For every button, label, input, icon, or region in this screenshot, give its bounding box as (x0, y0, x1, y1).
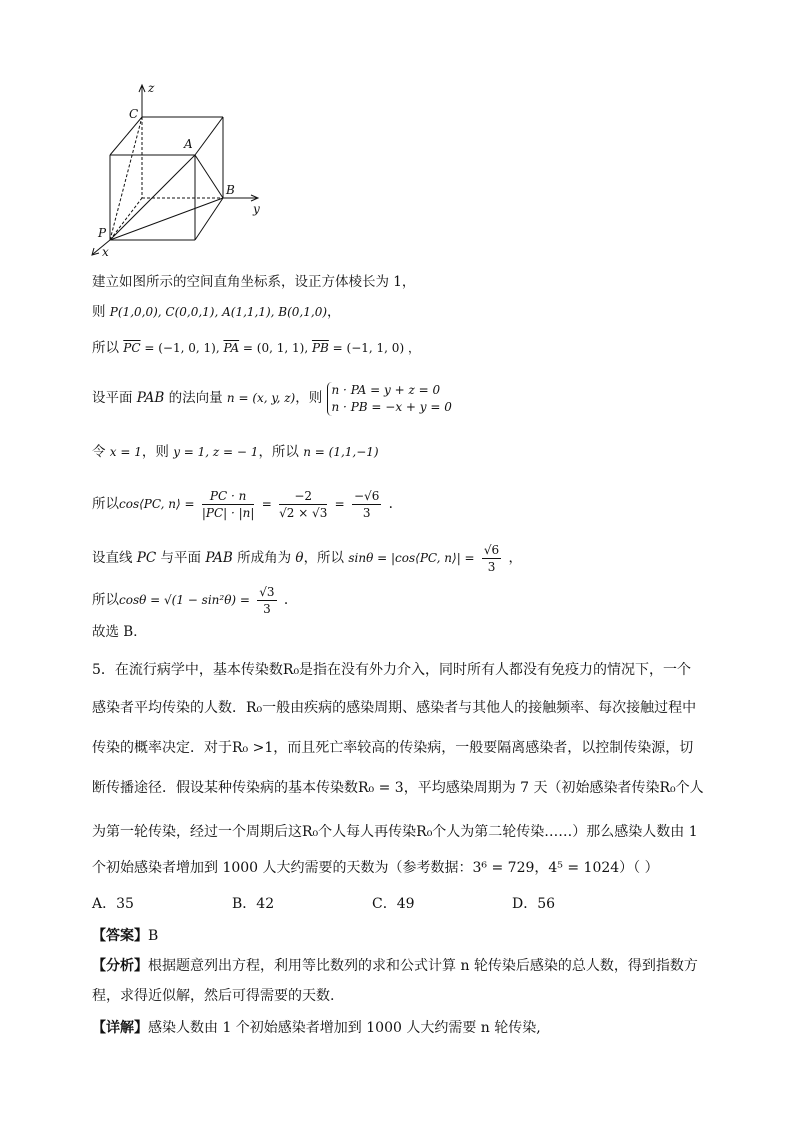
analysis-text: 程，求得近似解，然后可得需要的天数. (92, 988, 335, 1004)
text: 建立如图所示的空间直角坐标系，设正方体棱长为 1， (92, 274, 416, 290)
label-C: C (129, 107, 139, 121)
vector-PB: $\overline{PB}$ (311, 341, 329, 355)
detail-text: 感染人数由 1 个初始感染者增加到 1000 人大约需要 n 轮传染, (148, 1020, 541, 1036)
text: 所以 (92, 340, 119, 356)
text: 设直线 (92, 550, 137, 566)
equation-1: n · PA = y + z = 0 (331, 382, 441, 397)
fraction (352, 488, 381, 521)
math: sinθ = |cos⟨PC, n⟩| = (348, 551, 475, 565)
solution-line-2 (92, 302, 341, 322)
option-b: B．42 (232, 896, 275, 912)
cube-figure (85, 80, 275, 260)
cube-edge (195, 117, 223, 155)
math: cosθ = √(1 − sin²θ) = (119, 593, 250, 607)
label-B: B (226, 183, 235, 197)
numerator: −2 (279, 488, 327, 505)
fraction (257, 584, 276, 617)
text: ，则 (141, 444, 174, 460)
math: y = 1, z = − 1 (173, 445, 259, 459)
answer-options (92, 894, 712, 914)
text: 与平面 (156, 550, 206, 566)
analysis-line-2 (92, 986, 712, 1006)
text: ，则 (295, 390, 323, 406)
label-y: y (253, 202, 260, 216)
vector-PA: $\overline{PA}$ (223, 341, 240, 355)
label-x: x (102, 245, 109, 259)
solution-line-7 (92, 538, 522, 578)
numerator: −√6 (354, 489, 380, 503)
text: 所以 (92, 496, 119, 512)
math: cos⟨PC, n⟩ = (119, 497, 195, 511)
text: = (0, 1, 1), (239, 341, 312, 355)
solution-conclusion (92, 622, 147, 642)
solution-line-6 (92, 484, 393, 524)
denominator: √2 × √3 (279, 506, 328, 520)
numerator: PC · n (202, 488, 255, 505)
label-A: A (184, 137, 193, 151)
equals: = (261, 497, 272, 511)
numerator: √6 (483, 543, 500, 557)
answer-tag: 【答案】 (92, 928, 148, 944)
text: . (388, 496, 393, 512)
denominator: 3 (263, 602, 271, 616)
problem-line-2 (92, 698, 712, 718)
cube-edge (195, 198, 223, 240)
detail-line-1 (92, 1018, 712, 1038)
problem-line-3 (92, 738, 712, 758)
equation-system (327, 382, 452, 416)
option-d: D．56 (512, 896, 556, 912)
denominator: 3 (487, 560, 496, 574)
text: ，所以 (303, 550, 349, 566)
analysis-tag: 【分析】 (92, 958, 148, 974)
problem-line-6 (92, 858, 712, 878)
text: ， (508, 550, 522, 566)
text: 个初始感染者增加到 1000 人大约需要的天数为（参考数据：3⁶ = 729，4⁵ = 1024）（ ） (92, 860, 659, 876)
text: 令 (92, 444, 110, 460)
text: 所成角为 (232, 550, 296, 566)
text: 断传播途径．假设某种传染病的基本传染数R₀ = 3，平均感染周期为 7 天（初始感染者传染R₀个人 (92, 780, 704, 796)
math: x = 1 (109, 445, 142, 459)
text: 为第一轮传染，经过一个周期后这R₀个人每人再传染R₀个人为第二轮传染……）那么感染人数由 1 (92, 824, 698, 840)
label-P: P (98, 226, 107, 240)
answer-line (92, 926, 712, 946)
text: 则 (92, 304, 106, 320)
denominator: 3 (362, 506, 371, 520)
equals: = (334, 497, 345, 511)
text: ，所以 (258, 444, 304, 460)
normal-vector: n = (x, y, z) (226, 391, 296, 405)
solution-line-8 (92, 584, 288, 617)
detail-tag: 【详解】 (92, 1020, 148, 1036)
text: 所以 (92, 592, 119, 608)
text: 故选 B． (92, 624, 147, 640)
theta: θ (295, 550, 304, 566)
option-c: C．49 (372, 896, 415, 912)
line-PC: PC (136, 550, 157, 566)
math: n = (1,1,−1) (303, 445, 379, 459)
segment-PB (110, 198, 223, 240)
coordinates: P(1,0,0), C(0,0,1), A(1,1,1), B(0,1,0) (109, 305, 328, 319)
label-z: z (148, 81, 155, 95)
text: = (−1, 1, 0) ， (328, 341, 420, 355)
option-a: A．35 (92, 896, 134, 912)
answer-value: B (148, 928, 159, 944)
text: ， (327, 304, 341, 320)
problem-line-4 (92, 778, 712, 798)
analysis-text: 根据题意列出方程，利用等比数列的求和公式计算 n 轮传染后感染的总人数，得到指数方 (148, 958, 698, 974)
fraction (279, 488, 327, 521)
fraction (482, 542, 501, 575)
text: 设平面 (92, 390, 137, 406)
text: . (283, 592, 289, 608)
plane-PAB: PAB (136, 390, 165, 406)
fraction (202, 488, 255, 521)
numerator: √3 (259, 585, 275, 599)
solution-line-5 (92, 442, 379, 462)
solution-line-4 (92, 380, 452, 416)
text: 感染者平均传染的人数．R₀一般由疾病的感染周期、感染者与其他人的接触频率、每次接触过程中 (92, 700, 697, 716)
analysis-line-1 (92, 956, 712, 976)
vector-PC: $\overline{PC}$ (123, 341, 141, 355)
text: 5．在流行病学中，基本传染数R₀是指在没有外力介入，同时所有人都没有免疫力的情况下，一个 (92, 662, 692, 678)
problem-line-5 (92, 822, 712, 842)
problem-line-1 (92, 660, 712, 680)
segment-AB (195, 155, 223, 198)
equation-2: n · PB = −x + y = 0 (331, 399, 452, 414)
text: = (−1, 0, 1), (140, 341, 224, 355)
denominator: |PC| · |n| (201, 506, 255, 520)
text: 传染的概率决定．对于R₀ >1，而且死亡率较高的传染病，一般要隔离感染者，以控制传染源，切 (92, 740, 694, 756)
solution-line-1 (92, 272, 415, 292)
plane-PAB: PAB (205, 550, 233, 566)
solution-line-3 (92, 338, 420, 358)
text: 的法向量 (164, 390, 227, 406)
